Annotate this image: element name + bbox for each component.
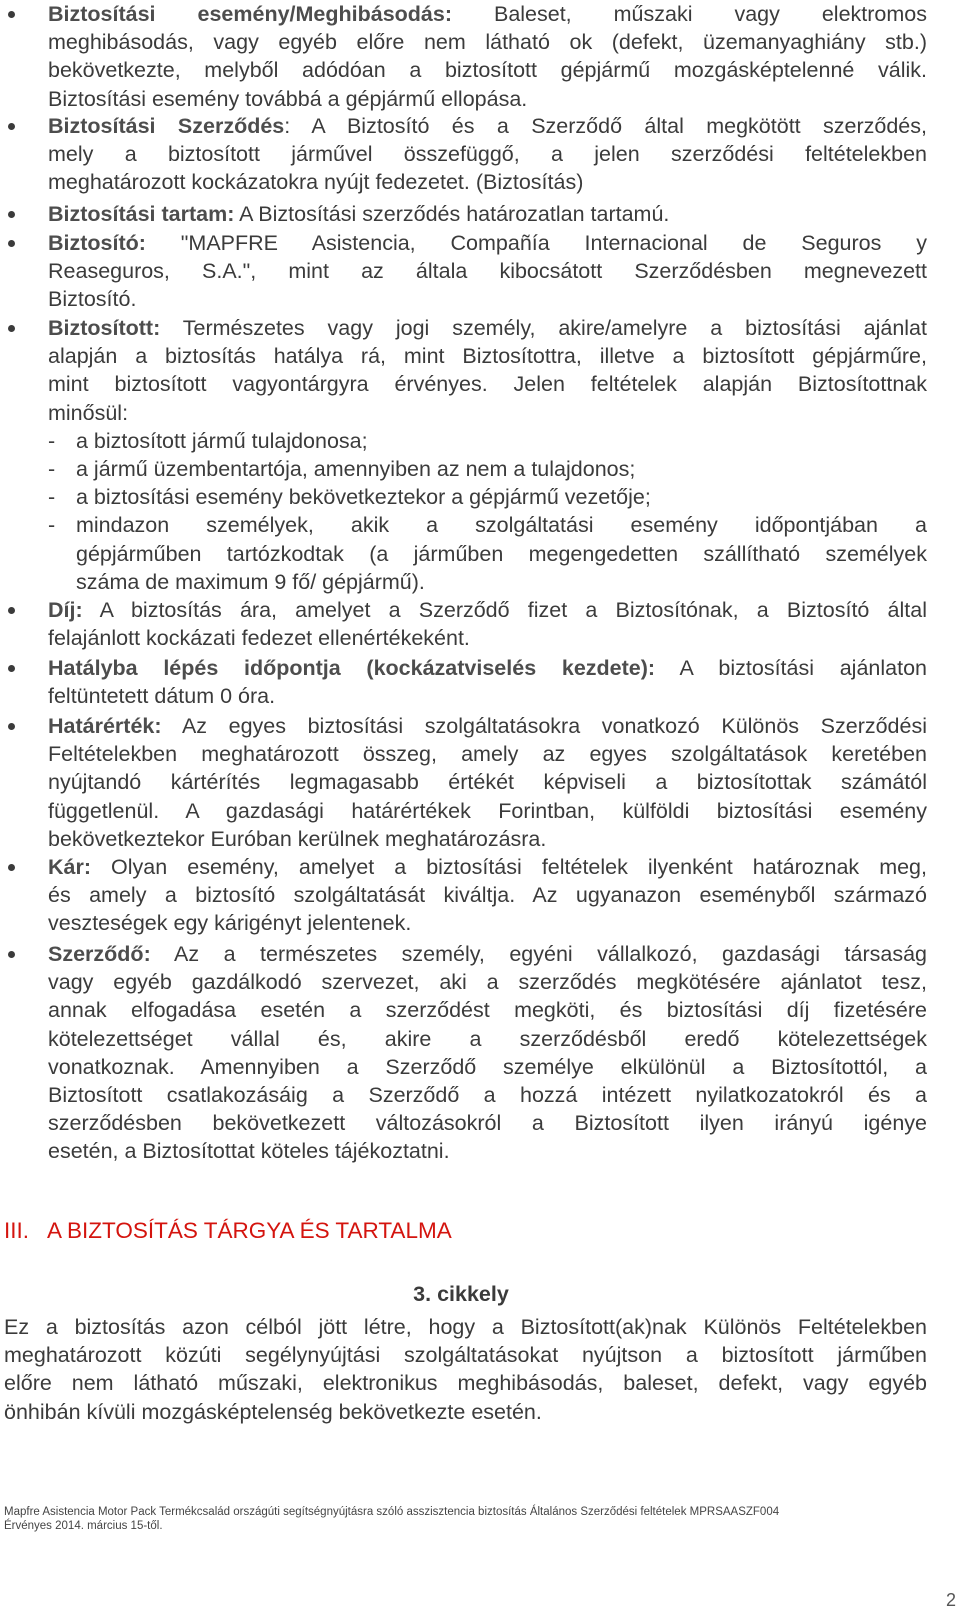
article-paragraph [4,1313,927,1426]
definition-line [48,996,927,1024]
definition-text: bekövetkeztekor Euróban kerülnek meghatározásra. [48,826,547,851]
definition-line [48,682,927,710]
definition-line [48,229,927,257]
definition-line [48,1025,927,1053]
definition-line [48,654,927,682]
definition-text: A Biztosítási szerződés határozatlan tartamú. [234,202,670,226]
definition-term: Szerződő: [48,942,151,966]
definition-line [48,257,927,285]
definition-line [48,112,927,140]
bullet-icon [8,665,15,672]
definition-line [48,624,927,652]
definition-line [48,140,927,168]
dash-marker: - [48,513,56,538]
definition-line [48,1053,927,1081]
definition-line [48,1081,927,1109]
definition-item [0,596,960,652]
definition-term: Biztosítási esemény/Meghibásodás: [48,2,452,26]
definition-term: Biztosított: [48,316,161,340]
bullet-icon [8,11,15,18]
bullet-icon [8,723,15,730]
definition-text: és amely a biztosító szolgáltatását kiváltja. Az ugyanazon eseményből származó [48,883,927,908]
definition-item [0,112,960,197]
definition-term: Biztosító: [48,231,146,255]
paragraph-line: önhibán kívüli mozgásképtelenség bekövetkezte esetén. [4,1399,542,1424]
definition-line [48,399,927,427]
definition-item [0,200,960,228]
definition-item [0,229,960,314]
definition-text: szerződésben bekövetkezett változásokról a Biztosított ilyen irányú igénye [48,1111,927,1136]
bullet-icon [8,607,15,614]
definition-line [48,853,927,881]
definition-line [48,370,927,398]
definition-line [48,909,927,937]
page-number: 2 [945,1590,956,1610]
paragraph-line: előre nem látható műszaki, elektronikus meghibásodás, baleset, defekt, vagy egyéb [4,1371,927,1396]
definition-line [48,85,927,113]
definition-text: alapján a biztosítás hatálya rá, mint Biztosítottra, illetve a biztosított gépjárműre, [48,344,927,369]
definition-term: Díj: [48,598,83,622]
definition-line [48,285,927,313]
definition-text: minősül: [48,400,129,425]
sub-list-line: gépjárműben tartózkodtak (a járműben megengedetten szállítható személyek [76,541,927,566]
bullet-icon [8,211,15,218]
definition-text: függetlenül. A gazdasági határértékek Forintban, külföldi biztosítási esemény [48,798,927,823]
definition-text: Feltételekben meghatározott összeg, amely az egyes szolgáltatások keretében [48,742,927,767]
bullet-icon [8,864,15,871]
sub-list-line: a jármű üzembentartója, amennyiben az nem a tulajdonos; [76,456,636,481]
definition-text: A biztosítás ára, amelyet a Szerződő fizet a Biztosítónak, a Biztosító által [82,598,927,622]
section-number: III. [4,1218,30,1243]
definition-item [0,853,960,938]
definition-line [48,200,927,228]
footer-line: Mapfre Asistencia Motor Pack Termékcsalád országúti segítségnyújtásra szóló asszisztencia biztosítás Általános Szerződési feltételek MPRSAASZF004 [4,1506,780,1518]
section-heading [4,1216,452,1246]
definition-term: Hatályba lépés időpontja (kockázatviselés kezdete): [48,656,656,680]
paragraph-line: meghatározott közúti segélynyújtási szolgáltatásokat nyújtson a biztosított járműben [4,1343,927,1368]
definition-item [0,0,960,113]
definition-text: Olyan esemény, amelyet a biztosítási feltételek ilyenként határoznak meg, [91,855,927,879]
definition-text: Biztosító. [48,287,137,312]
definition-term: Biztosítási tartam: [48,202,235,226]
definition-line [48,825,927,853]
definition-item [0,314,960,596]
bullet-icon [8,951,15,958]
definition-line [48,1109,927,1137]
definition-line [48,314,927,342]
definition-line [48,596,927,624]
bullet-icon [8,325,15,332]
definition-text: Természetes vagy jogi személy, akire/amelyre a biztosítási ajánlat [160,316,927,340]
sub-list-line: száma de maximum 9 fő/ gépjármű). [76,569,425,594]
definition-line [48,712,927,740]
definition-text: nyújtandó kártérítés legmagasabb értékét képviseli a biztosítottak számától [48,770,927,795]
section-title: A BIZTOSÍTÁS TÁRGYA ÉS TARTALMA [47,1218,452,1243]
definition-line [48,1137,927,1165]
article-heading: 3. cikkely [413,1282,509,1306]
sub-list-item [48,483,927,511]
definition-term: Kár: [48,855,92,879]
definition-text: Baleset, műszaki vagy elektromos [452,2,927,26]
definition-item [0,940,960,1166]
definition-text: kötelezettséget vállal és, akire a szerződésből eredő kötelezettségek [48,1026,927,1051]
definition-term: Biztosítási Szerződés [48,114,285,138]
sub-list-line: a biztosítási esemény bekövetkeztekor a gépjármű vezetője; [76,485,651,510]
definition-text: vonatkoznak. Amennyiben a Szerződő személye elkülönül a Biztosítottól, a [48,1054,927,1079]
definition-line [48,28,927,56]
definition-text: vagy egyéb gazdálkodó szervezet, aki a szerződés megkötésére ajánlatot tesz, [48,970,927,995]
definition-text: Az egyes biztosítási szolgáltatásokra vonatkozó Különös Szerződési [161,714,927,738]
definition-text: Az a természetes személy, egyéni vállalkozó, gazdasági társaság [150,942,927,966]
definition-line [48,940,927,968]
sub-list-item [48,455,927,483]
definition-term: Határérték: [48,714,162,738]
definition-text: "MAPFRE Asistencia, Compañía Internacional de Seguros y [145,231,927,255]
definition-text: esetén, a Biztosítottat köteles tájékoztatni. [48,1139,450,1164]
page-footer [4,1505,779,1533]
definition-line [48,168,927,196]
definition-text: Biztosítási esemény továbbá a gépjármű ellopása. [48,86,528,111]
definition-text: annak elfogadása esetén a szerződést megköti, és biztosítási díj fizetésére [48,998,927,1023]
definition-text: bekövetkezte, melyből adódóan a biztosított gépjármű mozgásképtelenné válik. [48,58,927,83]
definition-line [48,768,927,796]
definition-line [48,0,927,28]
definition-line [48,881,927,909]
bullet-icon [8,123,15,130]
footer-line: Érvényes 2014. március 15-től. [4,1520,163,1532]
definition-text: A biztosítási ajánlaton [655,656,927,680]
definition-line [48,56,927,84]
dash-marker: - [48,485,56,510]
definition-text: Biztosított csatlakozásáig a Szerződő a hozzá intézett nyilatkozatokról és a [48,1082,927,1107]
sub-list-line: a biztosított jármű tulajdonosa; [76,428,368,453]
dash-marker: - [48,456,56,481]
definition-text: meghatározott kockázatokra nyújt fedezetet. (Biztosítás) [48,170,584,195]
dash-marker: - [48,428,56,453]
definition-text: feltüntetett dátum 0 óra. [48,684,276,709]
sub-list-item [48,427,927,455]
definition-text: Reaseguros, S.A.", mint az általa kibocsátott Szerződésben megnevezett [48,259,927,284]
definition-line [48,968,927,996]
definition-line [48,797,927,825]
bullet-icon [8,240,15,247]
definition-text: : A Biztosító és a Szerződő által megkötött szerződés, [284,114,927,138]
definition-text: mint biztosított vagyontárgyra érvényes. Jelen feltételek alapján Biztosítottnak [48,372,927,397]
definition-line [48,342,927,370]
definition-text: meghibásodás, vagy egyéb előre nem látható ok (defekt, üzemanyaghiány stb.) [48,30,927,55]
paragraph-line: Ez a biztosítás azon célból jött létre, hogy a Biztosított(ak)nak Különös Feltételekben [4,1315,927,1339]
sub-list-line: mindazon személyek, akik a szolgáltatási esemény időpontjában a [76,513,927,538]
definition-item [0,712,960,853]
definition-text: mely a biztosított járművel összefüggő, a jelen szerződési feltételekben [48,142,927,167]
definition-item [0,654,960,710]
sub-list-item [48,511,927,596]
definition-text: veszteségek egy kárigényt jelentenek. [48,911,412,936]
definition-line [48,740,927,768]
definition-text: felajánlott kockázati fedezet ellenértékeként. [48,626,470,651]
